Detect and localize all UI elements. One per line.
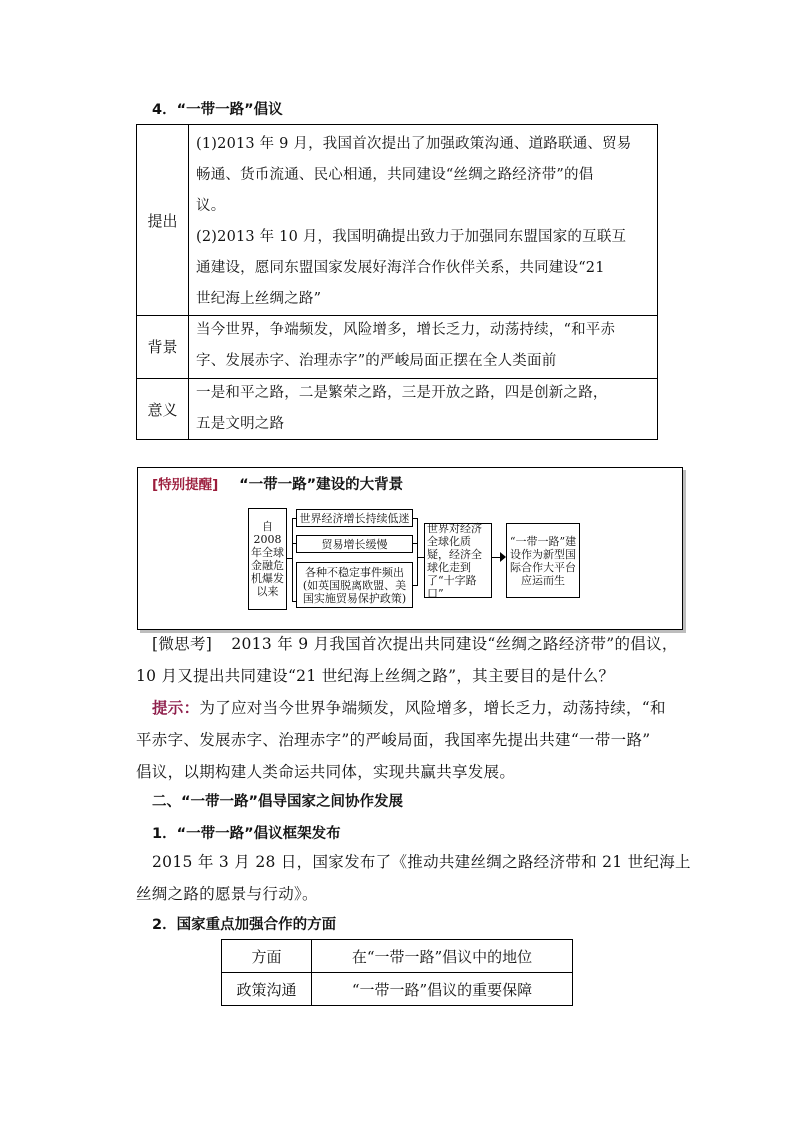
cell-aspect: 政策沟通 — [236, 980, 297, 999]
cause-box-1: 世界经济增长持续低迷 — [296, 509, 413, 527]
flow-start-box: 自2008年全球金融危机爆发以来 — [248, 508, 287, 610]
text-line: (1)2013 年 9 月，我国首次提出了加强政策沟通、道路联通、贸易 — [196, 136, 632, 152]
reminder-title: “一带一路”建设的大背景 — [239, 477, 404, 493]
cause-box-2: 贸易增长缓慢 — [296, 535, 413, 553]
text-line: 畅通、货币流通、民心相通，共同建设“丝绸之路经济带”的倡 — [196, 167, 594, 183]
section-heading-4: 4．“一带一路”倡议 — [152, 102, 283, 118]
initiative-table — [136, 124, 658, 440]
hint-label: 提示： — [152, 698, 200, 717]
sub-heading-1: 1．“一带一路”倡议框架发布 — [152, 826, 341, 842]
flow-middle-box: 世界对经济全球化质疑，经济全球化走到了“十字路口” — [424, 523, 492, 598]
hint-line1: 提示：为了应对当今世界争端频发，风险增多，增长乏力，动荡持续，“和 — [152, 698, 666, 717]
section-heading-2: 二、“一带一路”倡导国家之间协作发展 — [152, 794, 404, 810]
sub-heading-2: 2．国家重点加强合作的方面 — [152, 917, 337, 933]
connector — [417, 557, 424, 558]
micro-think-label: [微思考] — [152, 635, 213, 653]
row-label-background: 背景 — [137, 315, 189, 378]
framework-text-line1: 2015 年 3 月 28 日，国家发布了《推动共建丝绸之路经济带和 21 世纪海上 — [152, 853, 691, 871]
row-content-background — [189, 315, 657, 378]
text-line: 一是和平之路，二是繁荣之路，三是开放之路，四是创新之路， — [196, 385, 608, 401]
micro-think-line1: [微思考] 2013 年 9 月我国首次提出共同建设“丝绸之路经济带”的倡议， — [152, 635, 678, 653]
cause-box-3: 各种不稳定事件频出(如英国脱离欧盟、美国实施贸易保护政策) — [296, 562, 413, 608]
hint-line3: 倡议，以期构建人类命运共同体，实现共赢共享发展。 — [136, 763, 516, 781]
connector — [417, 518, 418, 586]
header-position: 在“一带一路”倡议中的地位 — [351, 947, 533, 966]
cooperation-table — [221, 939, 573, 1006]
row-content-proposal — [189, 125, 657, 315]
text-line: 世纪海上丝绸之路” — [196, 291, 322, 307]
framework-text-line2: 丝绸之路的愿景与行动》。 — [136, 885, 318, 903]
text-line: 议。 — [196, 198, 226, 214]
flow-end-box: “一带一路”建设作为新型国际合作大平台应运而生 — [506, 523, 580, 598]
text-line: 字、发展赤字、治理赤字”的严峻局面正摆在全人类面前 — [196, 353, 557, 369]
text-line: 五是文明之路 — [196, 416, 285, 432]
text-line: 通建设，愿同东盟国家发展好海洋合作伙伴关系，共同建设“21 — [196, 260, 605, 276]
cell-position: “一带一路”倡议的重要保障 — [351, 980, 533, 999]
reminder-tag: [特别提醒] — [152, 477, 219, 493]
header-aspect: 方面 — [251, 947, 282, 966]
special-reminder-box — [137, 467, 683, 630]
row-label-proposal: 提出 — [137, 125, 189, 315]
hint-line2: 平赤字、发展赤字、治理赤字”的严峻局面，我国率先提出共建“一带一路” — [136, 731, 651, 749]
micro-think-line2: 10 月又提出共同建设“21 世纪海上丝绸之路”，其主要目的是什么？ — [136, 667, 615, 685]
connector — [292, 518, 293, 601]
text-line: (2)2013 年 10 月，我国明确提出致力于加强同东盟国家的互联互 — [196, 229, 627, 245]
row-label-significance: 意义 — [137, 378, 189, 440]
text-line: 当今世界，争端频发，风险增多，增长乏力，动荡持续，“和平赤 — [196, 322, 616, 338]
row-content-significance — [189, 378, 657, 440]
